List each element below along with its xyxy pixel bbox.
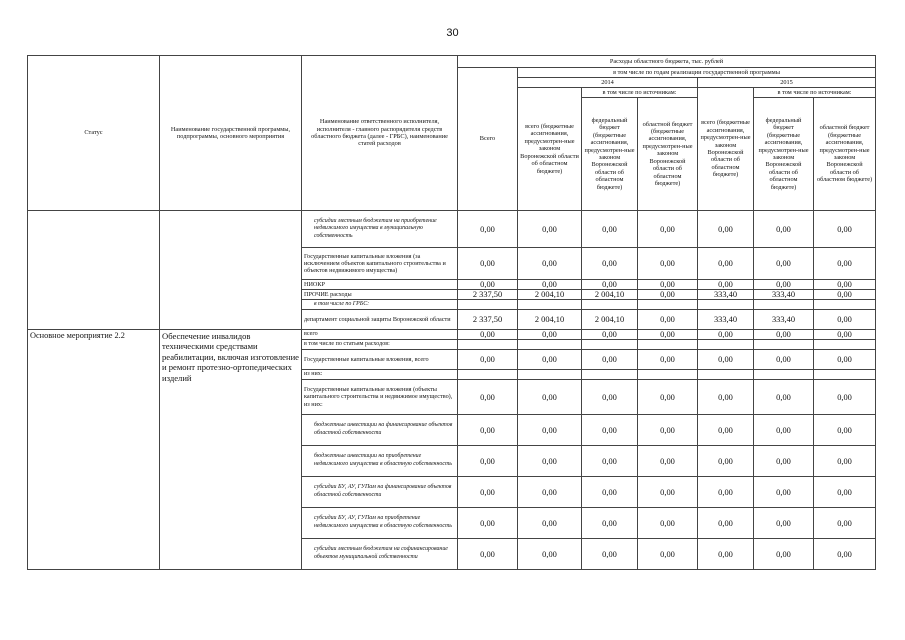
value-cell: 0,00	[638, 477, 698, 508]
header-expenses: Расходы областного бюджета, тыс. рублей	[458, 56, 876, 68]
value-cell: 0,00	[698, 539, 754, 570]
row-label: в том числе по ГРБС:	[302, 300, 458, 310]
row-label: бюджетные инвестиции на финансирование объектов областной собственности	[302, 415, 458, 446]
value-cell: 0,00	[458, 477, 518, 508]
value-cell: 0,00	[754, 380, 814, 415]
value-cell: 2 004,10	[582, 290, 638, 300]
value-cell	[638, 300, 698, 310]
value-cell: 0,00	[582, 211, 638, 248]
table-body	[28, 211, 876, 570]
value-cell	[638, 340, 698, 350]
header-total: Всего	[458, 68, 518, 211]
value-cell: 0,00	[638, 446, 698, 477]
value-cell: 0,00	[754, 446, 814, 477]
value-cell: 0,00	[754, 415, 814, 446]
value-cell	[698, 340, 754, 350]
value-cell: 0,00	[638, 248, 698, 280]
value-cell: 0,00	[518, 415, 582, 446]
value-cell: 0,00	[814, 415, 876, 446]
value-cell: 0,00	[698, 330, 754, 340]
row-label: в том числе по статьям расходов:	[302, 340, 458, 350]
row-label: субсидии БУ, АУ, ГУПам на финансирование объектов областной собственности	[302, 477, 458, 508]
value-cell: 0,00	[582, 508, 638, 539]
header-2015-total: всего (бюджетные ассигнования, предусмотрен-ные законом Воронежской области об областном бюджете)	[698, 88, 754, 211]
value-cell	[754, 300, 814, 310]
value-cell: 0,00	[518, 211, 582, 248]
value-cell: 0,00	[582, 446, 638, 477]
value-cell: 0,00	[458, 280, 518, 290]
value-cell: 0,00	[458, 380, 518, 415]
value-cell: 0,00	[582, 380, 638, 415]
row-label: субсидии местным бюджетам на приобретение недвижимого имущества в муниципальную собственность	[302, 211, 458, 248]
value-cell	[518, 300, 582, 310]
value-cell: 0,00	[518, 477, 582, 508]
value-cell: 0,00	[638, 350, 698, 370]
value-cell: 0,00	[698, 508, 754, 539]
value-cell: 0,00	[638, 380, 698, 415]
value-cell: 0,00	[698, 415, 754, 446]
row-label: ПРОЧИЕ расходы	[302, 290, 458, 300]
row-label: субсидии местным бюджетам на софинансирование объектов муниципальной собственности	[302, 539, 458, 570]
value-cell: 0,00	[814, 508, 876, 539]
header-status: Статус	[28, 56, 160, 211]
value-cell: 0,00	[814, 477, 876, 508]
value-cell: 0,00	[754, 330, 814, 340]
row-label: департамент социальной защиты Воронежской области	[302, 310, 458, 330]
value-cell: 0,00	[814, 539, 876, 570]
value-cell: 0,00	[458, 330, 518, 340]
value-cell: 0,00	[698, 248, 754, 280]
value-cell: 0,00	[754, 211, 814, 248]
value-cell: 0,00	[582, 415, 638, 446]
value-cell	[814, 340, 876, 350]
value-cell: 0,00	[754, 280, 814, 290]
value-cell: 2 004,10	[518, 310, 582, 330]
row-label: НИОКР	[302, 280, 458, 290]
value-cell: 0,00	[518, 330, 582, 340]
row-label: Государственные капитальные вложения, всего	[302, 350, 458, 370]
value-cell: 0,00	[582, 539, 638, 570]
value-cell: 0,00	[698, 280, 754, 290]
value-cell: 0,00	[814, 350, 876, 370]
value-cell	[518, 340, 582, 350]
value-cell	[814, 300, 876, 310]
value-cell: 0,00	[754, 477, 814, 508]
header-executor: Наименование ответственного исполнителя, исполнителя - главного распорядителя средств областного бюджета (далее - ГРБС), наименование статей расходов	[302, 56, 458, 211]
value-cell: 0,00	[582, 248, 638, 280]
value-cell: 0,00	[814, 380, 876, 415]
header-2014-federal: федеральный бюджет (бюджетные ассигнования, предусмотрен-ные законом Воронежской области об областном бюджете)	[582, 98, 638, 211]
status-cell-empty	[28, 211, 160, 330]
value-cell: 0,00	[458, 211, 518, 248]
value-cell: 0,00	[638, 290, 698, 300]
program-name-cell: Обеспечение инвалидов техническими средствами реабилитации, включая изготовление и ремонт протезно-ортопедических изделий	[160, 330, 302, 570]
header-2014-regional: областной бюджет (бюджетные ассигнования, предусмотрен-ные законом Воронежской области об областном бюджете)	[638, 98, 698, 211]
value-cell: 333,40	[754, 310, 814, 330]
value-cell: 333,40	[754, 290, 814, 300]
row-label: бюджетные инвестиции на приобретение недвижимого имущества в областную собственность	[302, 446, 458, 477]
value-cell	[754, 340, 814, 350]
value-cell: 0,00	[638, 211, 698, 248]
value-cell: 0,00	[754, 350, 814, 370]
row-label: всего	[302, 330, 458, 340]
value-cell: 0,00	[754, 539, 814, 570]
value-cell	[638, 370, 698, 380]
status-cell: Основное мероприятие 2.2	[28, 330, 160, 570]
value-cell: 0,00	[458, 350, 518, 370]
value-cell	[698, 300, 754, 310]
value-cell: 0,00	[582, 350, 638, 370]
header-2015-sources: в том числе по источникам:	[754, 88, 876, 98]
value-cell: 0,00	[638, 310, 698, 330]
value-cell: 0,00	[698, 380, 754, 415]
value-cell: 0,00	[698, 350, 754, 370]
value-cell: 2 337,50	[458, 310, 518, 330]
value-cell: 2 004,10	[582, 310, 638, 330]
value-cell	[458, 300, 518, 310]
value-cell: 0,00	[814, 310, 876, 330]
value-cell: 0,00	[458, 415, 518, 446]
header-2014-sources: в том числе по источникам:	[582, 88, 698, 98]
value-cell: 0,00	[814, 290, 876, 300]
value-cell	[814, 370, 876, 380]
header-2015-federal: федеральный бюджет (бюджетные ассигнования, предусмотрен-ные законом Воронежской области об областном бюджете)	[754, 98, 814, 211]
value-cell: 0,00	[518, 248, 582, 280]
value-cell: 0,00	[518, 350, 582, 370]
header-year-2015: 2015	[698, 78, 876, 88]
value-cell	[458, 340, 518, 350]
value-cell	[458, 370, 518, 380]
program-name-cell-empty	[160, 211, 302, 330]
value-cell: 0,00	[698, 477, 754, 508]
row-label: из них:	[302, 370, 458, 380]
header-by-years: в том числе по годам реализации государственной программы	[518, 68, 876, 78]
value-cell: 0,00	[814, 211, 876, 248]
value-cell: 0,00	[518, 380, 582, 415]
value-cell: 0,00	[638, 415, 698, 446]
page-number: 30	[446, 27, 459, 39]
value-cell: 0,00	[814, 280, 876, 290]
row-label: Государственные капитальные вложения (за исключением объектов капитального строительства и объектов недвижимого имущества)	[302, 248, 458, 280]
value-cell: 0,00	[638, 508, 698, 539]
value-cell: 0,00	[638, 539, 698, 570]
value-cell: 0,00	[814, 248, 876, 280]
header-program-name: Наименование государственной программы, подпрограммы, основного мероприятия	[160, 56, 302, 211]
row-label: субсидии БУ, АУ, ГУПам на приобретение недвижимого имущества в областную собственность	[302, 508, 458, 539]
value-cell: 0,00	[638, 330, 698, 340]
header-year-2014: 2014	[518, 78, 698, 88]
value-cell: 0,00	[458, 508, 518, 539]
value-cell: 333,40	[698, 290, 754, 300]
header-2015-regional: областной бюджет (бюджетные ассигнования, предусмотрен-ные законом Воронежской области об областном бюджете)	[814, 98, 876, 211]
value-cell: 0,00	[754, 248, 814, 280]
header-2014-total: всего (бюджетные ассигнования, предусмотрен-ные законом Воронежской области об областном бюджете)	[518, 88, 582, 211]
value-cell: 0,00	[518, 280, 582, 290]
budget-table	[27, 55, 876, 570]
value-cell	[582, 340, 638, 350]
value-cell: 0,00	[698, 211, 754, 248]
value-cell	[582, 370, 638, 380]
value-cell	[582, 300, 638, 310]
value-cell: 0,00	[458, 248, 518, 280]
value-cell: 0,00	[582, 280, 638, 290]
value-cell: 0,00	[638, 280, 698, 290]
value-cell	[518, 370, 582, 380]
value-cell: 0,00	[518, 508, 582, 539]
value-cell: 2 337,50	[458, 290, 518, 300]
table-row	[28, 330, 876, 340]
row-label: Государственные капитальные вложения (объекты капитального строительства и недвижимое имущество), из них:	[302, 380, 458, 415]
value-cell	[698, 370, 754, 380]
value-cell: 2 004,10	[518, 290, 582, 300]
value-cell: 0,00	[458, 446, 518, 477]
value-cell: 0,00	[582, 330, 638, 340]
value-cell: 0,00	[518, 446, 582, 477]
value-cell: 0,00	[814, 330, 876, 340]
value-cell: 333,40	[698, 310, 754, 330]
value-cell: 0,00	[814, 446, 876, 477]
value-cell: 0,00	[582, 477, 638, 508]
value-cell: 0,00	[698, 446, 754, 477]
table-row	[28, 211, 876, 248]
value-cell: 0,00	[518, 539, 582, 570]
value-cell: 0,00	[458, 539, 518, 570]
value-cell	[754, 370, 814, 380]
value-cell: 0,00	[754, 508, 814, 539]
